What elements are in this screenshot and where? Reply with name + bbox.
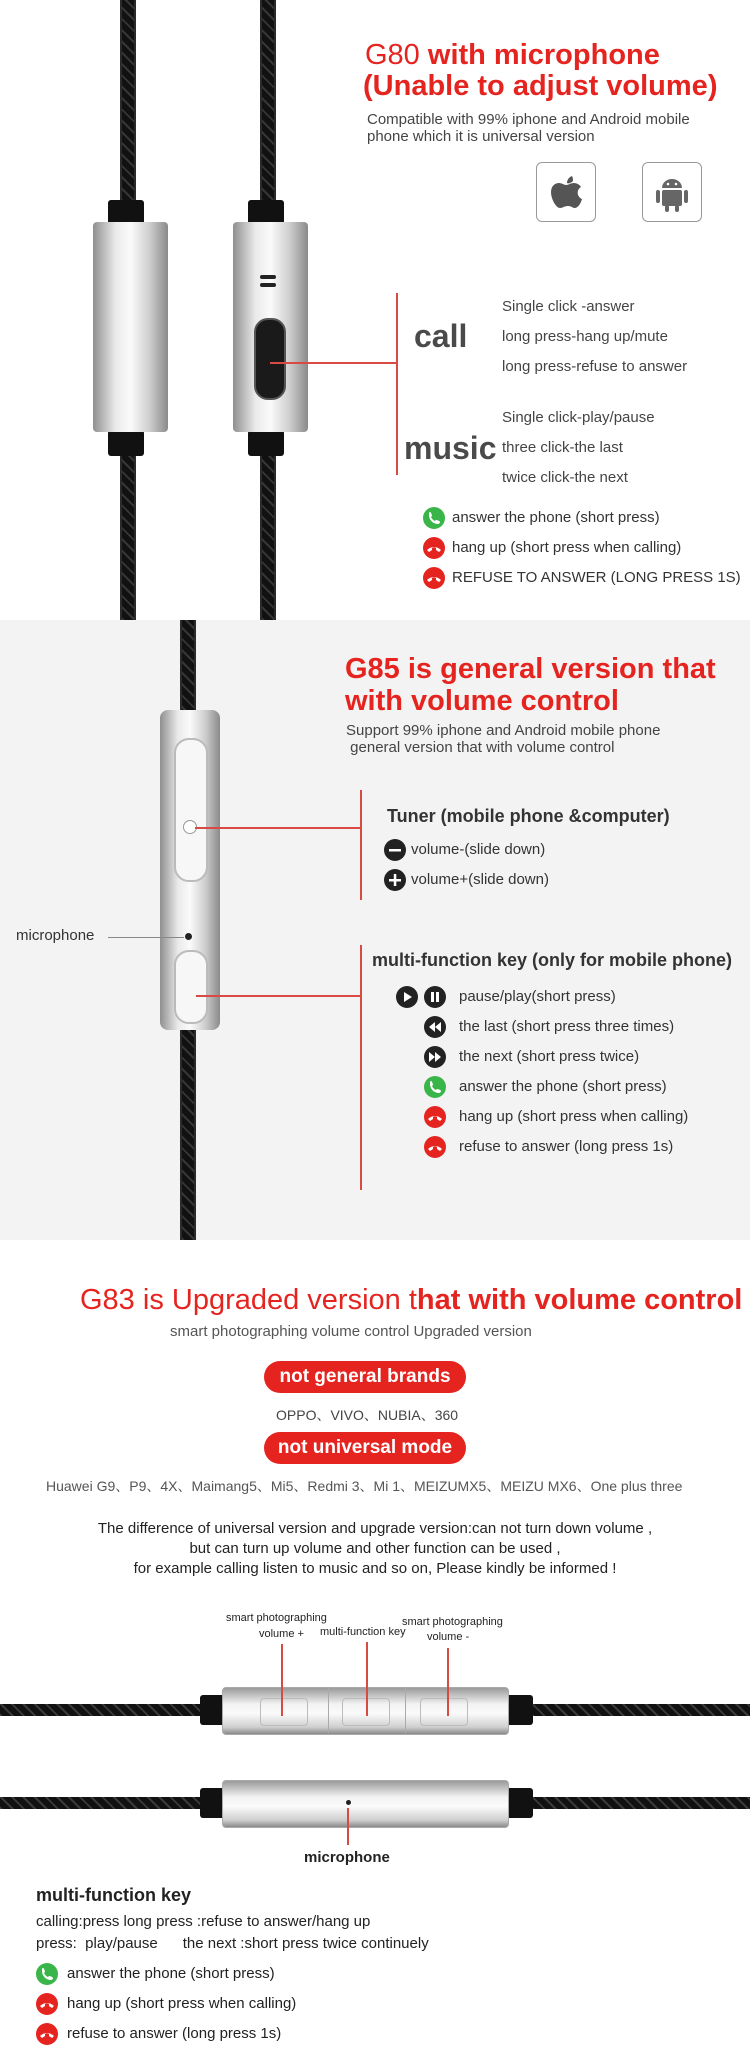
divider [405,1687,406,1733]
note-line: The difference of universal version and upgrade version:can not turn down volume , [97,1520,653,1537]
label-volume-minus-2: volume - [427,1631,470,1643]
remote-housing-left [93,222,168,432]
call-item: Single click -answer [502,298,635,315]
g85-title: G85 is general version that [345,653,716,685]
multi-function-button [254,318,286,400]
label-volume-minus: smart photographing [402,1616,503,1628]
android-icon [642,162,702,222]
music-item: three click-the last [502,439,623,456]
legend-text: REFUSE TO ANSWER (LONG PRESS 1S) [452,569,741,586]
mf-item: the next (short press twice) [459,1048,640,1065]
g80-subtitle-line2: phone which it is universal version [367,128,595,145]
note-line: but can turn up volume and other function can be used , [189,1540,561,1557]
legend-text: hang up (short press when calling) [452,539,682,556]
callout-line [281,1644,283,1716]
mf-item: answer the phone (short press) [459,1078,667,1095]
remote-housing-back [222,1780,509,1828]
callout-line [270,362,398,364]
mf-line: press: play/pause the next :short press twice continuely [36,1935,429,1952]
mic-slot [260,275,276,279]
phone-hangup-icon [36,1993,58,2015]
mf-line: calling:press long press :refuse to answer/hang up [36,1913,371,1930]
play-icon [396,986,418,1008]
next-icon [424,1046,446,1068]
pause-icon [424,986,446,1008]
microphone-label: microphone [16,927,95,944]
music-item: Single click-play/pause [502,409,655,426]
callout-line [360,790,362,900]
mf-item: hang up (short press when calling) [459,1108,689,1125]
g80-title: G80 with microphone [365,39,660,71]
volume-plus-button [260,1698,308,1726]
g83-title: G83 is Upgraded version that with volume control [80,1284,743,1316]
not-general-brands-badge: not general brands [264,1361,466,1393]
brands-list: OPPO、VIVO、NUBIA、360 [276,1407,459,1423]
tuner-item: volume-(slide down) [411,841,546,858]
callout-line [196,995,360,997]
cable-collar [248,430,284,456]
callout-line [360,945,362,1190]
mf-title: multi-function key [36,1885,192,1905]
callout-line [195,827,360,829]
cable-collar [505,1695,533,1725]
call-item: long press-hang up/mute [502,328,668,345]
section-g85 [0,620,750,1240]
microphone-hole [185,933,192,940]
brands-list: Huawei G9、P9、4X、Maimang5、Mi5、Redmi 3、Mi 1、MEIZUMX5、MEIZU MX6、One plus three [46,1478,683,1494]
phone-answer-icon [424,1076,446,1098]
call-label: call [414,318,468,354]
cable-collar [108,430,144,456]
callout-line [347,1808,349,1845]
callout-line [396,293,398,475]
mf-item: the last (short press three times) [459,1018,675,1035]
volume-slider [174,738,208,882]
phone-refuse-icon [424,1136,446,1158]
minus-icon [384,839,406,861]
label-volume-plus-2: volume + [259,1628,304,1640]
mf-item: refuse to answer (long press 1s) [459,1138,674,1155]
section-g80 [0,0,750,620]
mf-item: pause/play(short press) [459,988,616,1005]
volume-minus-button [420,1698,468,1726]
plus-icon [384,869,406,891]
g80-subtitle: Compatible with 99% iphone and Android mobile [367,111,690,128]
music-label: music [404,430,497,466]
apple-icon [536,162,596,222]
call-item: long press-refuse to answer [502,358,688,375]
g85-subtitle-line2: general version that with volume control [346,739,615,756]
callout-line [366,1642,368,1716]
not-universal-mode-badge: not universal mode [264,1432,466,1464]
cable-collar [505,1788,533,1818]
legend-text: answer the phone (short press) [67,1965,275,1982]
callout-line [108,937,184,938]
label-multi-function: multi-function key [320,1626,406,1638]
music-item: twice click-the next [502,469,628,486]
phone-answer-icon [36,1963,58,1985]
label-volume-plus: smart photographing [226,1612,327,1624]
phone-refuse-icon [36,2023,58,2045]
microphone-label: microphone [304,1849,390,1866]
phone-hangup-icon [423,537,445,559]
g80-title-line2: (Unable to adjust volume) [363,70,718,102]
phone-refuse-icon [423,567,445,589]
microphone-hole [346,1800,351,1805]
tuner-title: Tuner (mobile phone &computer) [387,806,670,826]
multi-function-button [174,950,208,1024]
mic-slot [260,283,276,287]
callout-line [447,1648,449,1716]
legend-text: hang up (short press when calling) [67,1995,297,2012]
legend-text: refuse to answer (long press 1s) [67,2025,282,2042]
tuner-item: volume+(slide down) [411,871,549,888]
previous-icon [424,1016,446,1038]
g83-subtitle: smart photographing volume control Upgraded version [170,1323,532,1340]
mf-title: multi-function key (only for mobile phone) [372,950,732,970]
phone-hangup-icon [424,1106,446,1128]
legend-text: answer the phone (short press) [452,509,660,526]
g85-title-line2: with volume control [345,685,619,717]
section-g83 [0,1240,750,2065]
divider [328,1687,329,1733]
note-line: for example calling listen to music and so on, Please kindly be informed ! [133,1560,617,1577]
phone-answer-icon [423,507,445,529]
g85-subtitle: Support 99% iphone and Android mobile phone [346,722,661,739]
